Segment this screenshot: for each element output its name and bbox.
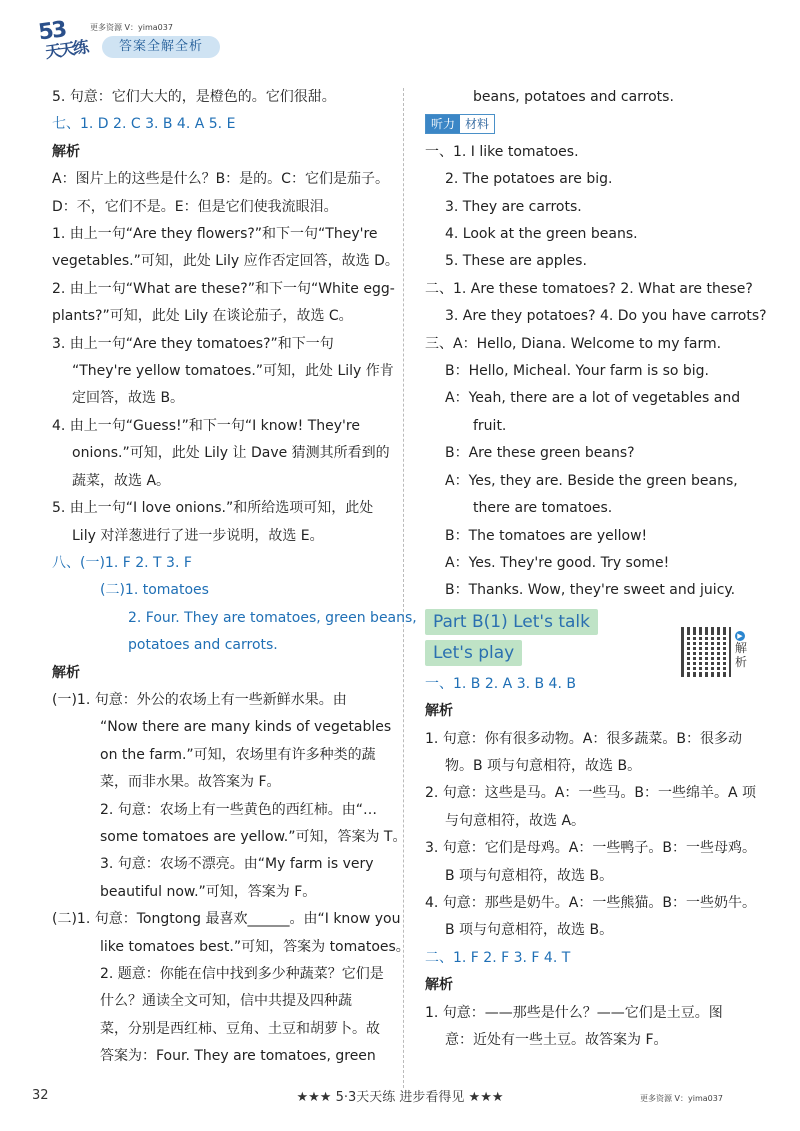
play-icon: ▶ — [735, 631, 745, 641]
after-line: 2. 句意：这些是马。A：一些马。B：一些绵羊。A 项 — [425, 785, 757, 802]
qr-label-text: 解析 — [735, 641, 748, 669]
left-line: 2. Four. They are tomatoes, green beans, — [128, 609, 417, 626]
left-line: onions.”可知，此处 Lily 让 Dave 猜测其所看到的 — [72, 445, 390, 462]
part-subtitle: Let's play — [425, 640, 522, 666]
footer-source-note: 更多资源 V：yima037 — [640, 1094, 723, 1103]
after-line: 一、1. B 2. A 3. B 4. B — [425, 675, 576, 692]
listen-line: there are tomatoes. — [473, 500, 613, 517]
footer-slogan: ★★★ 5·3天天练 进步看得见 ★★★ — [296, 1090, 504, 1105]
left-line: A：图片上的这些是什么？B：是的。C：它们是茄子。 — [52, 171, 389, 188]
listen-line: B：Are these green beans? — [445, 445, 635, 462]
listen-line: 一、1. I like tomatoes. — [425, 143, 579, 160]
continued-answer: beans, potatoes and carrots. — [473, 89, 674, 105]
listen-line: 3. Are they potatoes? 4. Do you have carrots? — [445, 308, 767, 325]
listen-line: 5. These are apples. — [445, 253, 587, 270]
left-line: 4. 由上一句“Guess!”和下一句“I know! They're — [52, 417, 360, 434]
left-line: “Now there are many kinds of vegetables — [100, 719, 392, 736]
tag-listening: 听力 — [426, 115, 460, 133]
left-line: like tomatoes best.”可知，答案为 tomatoes。 — [100, 938, 410, 955]
left-line: 5. 由上一句“I love onions.”和所给选项可知，此处 — [52, 500, 374, 517]
logo-line-1: 53 — [36, 17, 67, 46]
left-line: “They're yellow tomatoes.”可知，此处 Lily 作肯 — [72, 363, 394, 380]
after-line: 1. 句意：——那些是什么？——它们是土豆。图 — [425, 1004, 723, 1021]
listen-line: fruit. — [473, 417, 507, 434]
left-line: 菜，而非水果。故答案为 F。 — [100, 774, 281, 791]
qr-label — [735, 627, 751, 669]
listen-line: A：Yes. They're good. Try some! — [445, 554, 670, 571]
left-line: (二)1. tomatoes — [100, 582, 209, 599]
listen-line: 3. They are carrots. — [445, 198, 582, 215]
part-b-answers — [425, 671, 760, 1055]
left-line: 3. 句意：农场不漂亮。由“My farm is very — [100, 856, 374, 873]
after-line: 意：近处有一些土豆。故答案为 F。 — [445, 1032, 668, 1048]
listening-script — [425, 139, 767, 605]
left-line: plants?”可知，此处 Lily 在谈论茄子，故选 C。 — [52, 308, 353, 325]
after-line: 物。B 项与句意相符，故选 B。 — [445, 757, 642, 774]
left-column — [52, 84, 417, 1071]
listen-line: A：Yeah, there are a lot of vegetables and — [445, 390, 741, 407]
listening-material-tag — [425, 114, 495, 134]
left-line: 1. 由上一句“Are they flowers?”和下一句“They're — [52, 226, 378, 243]
right-column — [425, 84, 767, 1054]
left-line: vegetables.”可知，此处 Lily 应作否定回答，故选 D。 — [52, 253, 399, 270]
left-line: 答案为：Four. They are tomatoes, green — [100, 1048, 376, 1065]
left-line: 什么？通读全文可知，信中共提及四种蔬 — [100, 993, 352, 1010]
after-line: 1. 句意：你有很多动物。A：很多蔬菜。B：很多动 — [425, 730, 742, 747]
tag-material: 材料 — [465, 117, 490, 132]
page-number: 32 — [32, 1088, 49, 1103]
left-line: 定回答，故选 B。 — [72, 390, 185, 407]
part-title: Part B(1) Let's talk — [425, 609, 598, 635]
left-line: on the farm.”可知，农场里有许多种类的蔬 — [100, 746, 376, 763]
after-line: 二、1. F 2. F 3. F 4. T — [425, 949, 571, 966]
logo — [37, 17, 94, 66]
left-line: beautiful now.”可知，答案为 F。 — [100, 883, 317, 900]
left-line: 解析 — [52, 143, 80, 160]
listen-line: B：Hello, Micheal. Your farm is so big. — [445, 363, 710, 380]
left-line: 2. 题意：你能在信中找到多少种蔬菜？它们是 — [100, 966, 384, 982]
left-line: 八、(一)1. F 2. T 3. F — [52, 554, 192, 571]
after-line: 3. 句意：它们是母鸡。A：一些鸭子。B：一些母鸡。 — [425, 840, 756, 857]
after-line: 与句意相符，故选 A。 — [445, 812, 586, 829]
listen-line: 二、1. Are these tomatoes? 2. What are these? — [425, 280, 753, 297]
after-line: 4. 句意：那些是奶牛。A：一些熊猫。B：一些奶牛。 — [425, 894, 756, 911]
left-line: (二)1. 句意：Tongtong 最喜欢______。由“I know you — [52, 911, 401, 928]
header-banner: 答案全解全析 — [102, 36, 220, 58]
left-line: 七、1. D 2. C 3. B 4. A 5. E — [52, 116, 236, 133]
after-line: B 项与句意相符，故选 B。 — [445, 922, 614, 939]
left-line: some tomatoes are yellow.”可知，答案为 T。 — [100, 828, 407, 845]
after-line: B 项与句意相符，故选 B。 — [445, 867, 614, 884]
left-line: 5. 句意：它们大大的，是橙色的。它们很甜。 — [52, 89, 336, 105]
left-line: 解析 — [52, 664, 80, 681]
left-line: 蔬菜，故选 A。 — [72, 472, 171, 489]
logo-line-2: 天天练 — [44, 37, 89, 62]
left-line: 3. 由上一句“Are they tomatoes?”和下一句 — [52, 335, 334, 352]
listen-line: A：Yes, they are. Beside the green beans, — [445, 472, 738, 489]
listen-line: 2. The potatoes are big. — [445, 171, 613, 188]
header-source-note: 更多资源 V：yima037 — [90, 23, 173, 32]
listen-line: B：The tomatoes are yellow! — [445, 527, 648, 544]
listen-line: 4. Look at the green beans. — [445, 226, 638, 243]
left-line: potatoes and carrots. — [128, 637, 278, 654]
qr-code-pattern — [686, 632, 726, 672]
left-line: (一)1. 句意：外公的农场上有一些新鲜水果。由 — [52, 691, 347, 708]
left-line: 菜，分别是西红柿、豆角、土豆和胡萝卜。故 — [100, 1020, 380, 1037]
after-line: 解析 — [425, 703, 453, 720]
listening-tag-row — [425, 111, 760, 138]
left-line: 2. 句意：农场上有一些黄色的西红柿。由“… — [100, 801, 378, 818]
left-line: 2. 由上一句“What are these?”和下一句“White egg- — [52, 280, 395, 297]
listen-line: 三、A：Hello, Diana. Welcome to my farm. — [425, 335, 722, 352]
listen-line: B：Thanks. Wow, they're sweet and juicy. — [445, 582, 736, 599]
left-line: Lily 对洋葱进行了进一步说明，故选 E。 — [72, 527, 324, 544]
left-line: D：不，它们不是。E：但是它们使我流眼泪。 — [52, 198, 338, 215]
after-line: 解析 — [425, 977, 453, 994]
